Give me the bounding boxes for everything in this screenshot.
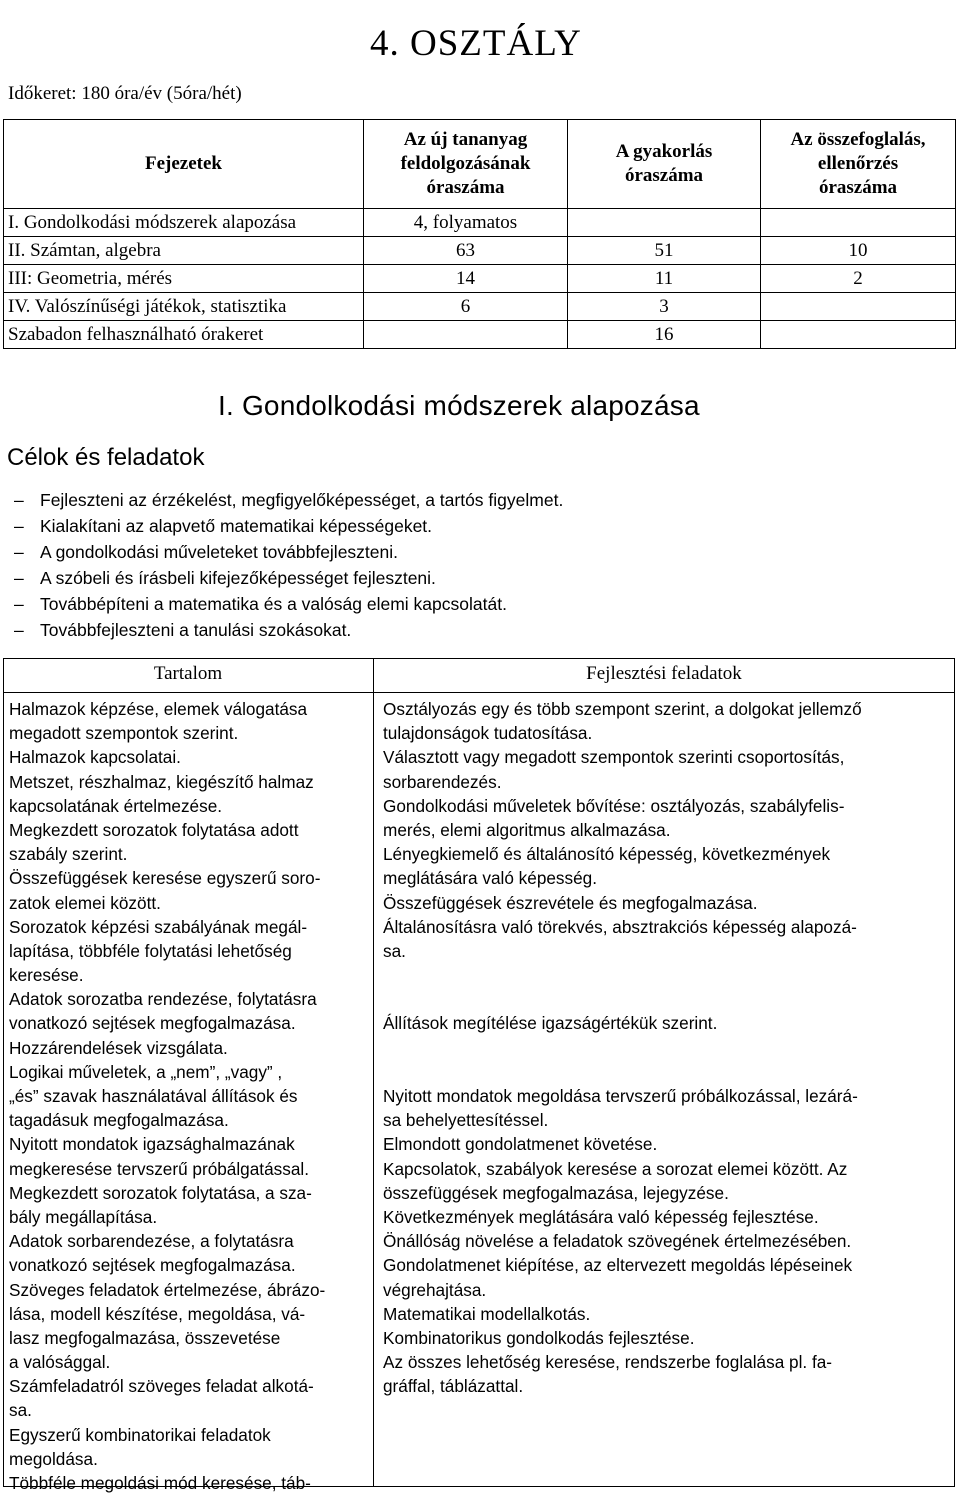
development-line: Gondolatmenet kiépítése, az eltervezett megoldás lépéseinek (383, 1255, 853, 1276)
chapter-cell: II. Számtan, algebra (4, 237, 364, 265)
content-line: megoldása. (9, 1448, 98, 1469)
list-item (14, 487, 563, 513)
content-line: a valósággal. (9, 1352, 111, 1373)
content-line: bály megállapítása. (9, 1206, 158, 1227)
new-hours-cell: 4, folyamatos (364, 209, 568, 237)
content-line: lása, modell készítése, megoldása, vá- (9, 1303, 306, 1324)
content-line: szabály szerint. (9, 844, 128, 865)
development-line: Matematikai modellalkotás. (383, 1303, 591, 1324)
header-new-material-line: Az új tananyag (403, 129, 528, 150)
timeframe-label: Időkeret: 180 óra/év (5óra/hét) (8, 83, 242, 104)
development-line: Elmondott gondolatmenet követése. (383, 1134, 658, 1155)
content-line: Halmazok képzése, elemek válogatása (9, 699, 308, 719)
content-line: megkeresése tervszerű próbálgatással. (9, 1158, 309, 1179)
new-hours-cell: 63 (364, 237, 568, 265)
content-line: keresése. (9, 965, 84, 986)
dash-bullet: – (14, 542, 24, 562)
summary-hours-cell: 10 (761, 237, 956, 265)
dash-bullet: – (14, 490, 24, 510)
development-line (383, 1060, 953, 1084)
content-line: Összefüggések keresése egyszerű soro- (9, 868, 321, 889)
dash-bullet: – (14, 620, 24, 640)
development-line: Az összes lehetőség keresése, rendszerbe foglalása pl. fa- (383, 1352, 833, 1373)
section-heading: I. Gondolkodási módszerek alapozása (218, 390, 700, 421)
content-line: Hozzárendelések vizsgálata. (9, 1037, 228, 1058)
header-chapters: Fejezetek (4, 120, 364, 209)
goal-text: A gondolkodási műveleteket továbbfejleszteni. (40, 542, 399, 562)
table-row (4, 265, 956, 293)
dash-bullet: – (14, 568, 24, 588)
header-new-material (364, 120, 568, 209)
development-line: Állítások megítélése igazságértékük szerint. (383, 1013, 718, 1034)
content-line: Adatok sorozatba rendezése, folytatásra (9, 989, 317, 1010)
development-line: Lényegkiemelő és általánosító képesség, következmények (383, 844, 831, 865)
chapter-cell: IV. Valószínűségi játékok, statisztika (4, 293, 364, 321)
development-line: Nyitott mondatok megoldása tervszerű próbálkozással, lezárá- (383, 1086, 858, 1106)
development-line: Önállóság növelése a feladatok szövegének értelmezésében. (383, 1231, 852, 1252)
content-line: lapítása, többféle folytatási lehetőség (9, 940, 292, 961)
list-item (14, 513, 563, 539)
development-line: Kapcsolatok, szabályok keresése a sorozat elemei között. Az (383, 1158, 848, 1179)
development-line: összefüggések megfogalmazása, lejegyzése. (383, 1182, 729, 1203)
content-line: megadott szempontok szerint. (9, 723, 239, 744)
development-column (383, 697, 953, 1398)
content-line: „és” szavak használatával állítások és (9, 1086, 298, 1106)
table-row (4, 293, 956, 321)
new-hours-cell: 14 (364, 265, 568, 293)
goals-heading: Célok és feladatok (7, 444, 205, 471)
content-line: tagadásuk megfogalmazása. (9, 1110, 229, 1131)
chapter-cell: Szabadon felhasználható órakeret (4, 321, 364, 349)
page-title: 4. OSZTÁLY (370, 23, 582, 64)
header-summary (761, 120, 956, 209)
content-line: Logikai műveletek, a „nem”, „vagy” , (9, 1061, 283, 1082)
practice-hours-cell: 3 (568, 293, 761, 321)
column-divider (373, 658, 374, 1487)
development-line: sa. (383, 940, 406, 961)
development-line: tulajdonságok tudatosítása. (383, 723, 593, 744)
header-summary-line: Az összefoglalás, (790, 129, 926, 150)
content-line: Megkezdett sorozatok folytatása, a sza- (9, 1182, 312, 1203)
practice-hours-cell: 11 (568, 265, 761, 293)
header-practice-line: óraszáma (624, 165, 704, 186)
overview-header-row (4, 120, 956, 209)
content-line: sa. (9, 1400, 32, 1421)
goal-text: A szóbeli és írásbeli kifejezőképességet fejleszteni. (40, 568, 436, 588)
table-row (4, 209, 956, 237)
summary-hours-cell: 2 (761, 265, 956, 293)
development-line: merés, elemi algoritmus alkalmazása. (383, 819, 671, 840)
header-new-material-line: óraszáma (426, 177, 505, 198)
content-line: Adatok sorbarendezése, a folytatásra (9, 1231, 294, 1252)
content-column (9, 697, 371, 1495)
summary-hours-cell (761, 209, 956, 237)
development-line: Választott vagy megadott szempontok szerinti csoportosítás, (383, 747, 845, 768)
new-hours-cell: 6 (364, 293, 568, 321)
list-item (14, 617, 563, 643)
goal-text: Fejleszteni az érzékelést, megfigyelőképességet, a tartós figyelmet. (40, 490, 564, 510)
development-line: Következmények meglátására való képesség fejlesztése. (383, 1206, 819, 1227)
development-line: végrehajtása. (383, 1279, 487, 1300)
overview-table (3, 119, 956, 349)
development-line: Osztályozás egy és több szempont szerint, a dolgokat jellemző (383, 699, 862, 719)
header-summary-line: ellenőrzés (817, 153, 899, 174)
content-line: Egyszerű kombinatorikai feladatok (9, 1424, 271, 1445)
content-line: Szöveges feladatok értelmezése, ábrázo- (9, 1279, 326, 1300)
header-practice-line: A gyakorlás (615, 141, 713, 162)
development-line: sa behelyettesítéssel. (383, 1110, 549, 1131)
development-line: Összefüggések észrevétele és megfogalmazása. (383, 892, 758, 913)
content-line: zatok elemei között. (9, 892, 161, 913)
content-line: Megkezdett sorozatok folytatása adott (9, 819, 299, 840)
dash-bullet: – (14, 594, 24, 614)
development-header: Fejlesztési feladatok (586, 663, 742, 684)
goal-text: Kialakítani az alapvető matematikai képességeket. (40, 516, 433, 536)
header-practice (568, 120, 761, 209)
header-rule (3, 692, 955, 693)
content-line: Számfeladatról szöveges feladat alkotá- (9, 1376, 314, 1397)
table-row (4, 321, 956, 349)
table-row (4, 237, 956, 265)
content-line: vonatkozó sejtések megfogalmazása. (9, 1255, 296, 1276)
content-line: kapcsolatának értelmezése. (9, 795, 223, 816)
goals-list (14, 487, 563, 643)
practice-hours-cell (568, 209, 761, 237)
list-item (14, 539, 563, 565)
content-line: lasz megfogalmazása, összevetése (9, 1327, 281, 1348)
content-line: Sorozatok képzési szabályának megál- (9, 916, 308, 937)
content-line: vonatkozó sejtések megfogalmazása. (9, 1013, 296, 1034)
development-line: Általánosításra való törekvés, absztrakciós képesség alapozá- (383, 916, 857, 937)
development-line (383, 1036, 953, 1060)
content-line: Nyitott mondatok igazsághalmazának (9, 1134, 295, 1155)
list-item (14, 591, 563, 617)
content-header: Tartalom (153, 663, 223, 684)
summary-hours-cell (761, 321, 956, 349)
development-line: gráffal, táblázattal. (383, 1376, 524, 1397)
list-item (14, 565, 563, 591)
development-line: sorbarendezés. (383, 771, 502, 792)
goal-text: Továbbépíteni a matematika és a valóság elemi kapcsolatát. (40, 594, 507, 614)
development-line: Gondolkodási műveletek bővítése: osztályozás, szabályfelis- (383, 795, 845, 816)
content-line: Többféle megoldási mód keresése, táb- (9, 1473, 311, 1493)
chapter-cell: III: Geometria, mérés (4, 265, 364, 293)
header-summary-line: óraszáma (818, 177, 898, 198)
content-line: Halmazok kapcsolatai. (9, 747, 181, 768)
development-line (383, 963, 953, 987)
new-hours-cell (364, 321, 568, 349)
goal-text: Továbbfejleszteni a tanulási szokásokat. (40, 620, 352, 640)
development-line: meglátására való képesség. (383, 868, 598, 889)
practice-hours-cell: 51 (568, 237, 761, 265)
practice-hours-cell: 16 (568, 321, 761, 349)
dash-bullet: – (14, 516, 24, 536)
development-line (383, 987, 953, 1011)
chapter-cell: I. Gondolkodási módszerek alapozása (4, 209, 364, 237)
development-line: Kombinatorikus gondolkodás fejlesztése. (383, 1327, 695, 1348)
summary-hours-cell (761, 293, 956, 321)
header-new-material-line: feldolgozásának (400, 153, 531, 174)
content-line: Metszet, részhalmaz, kiegészítő halmaz (9, 771, 314, 792)
